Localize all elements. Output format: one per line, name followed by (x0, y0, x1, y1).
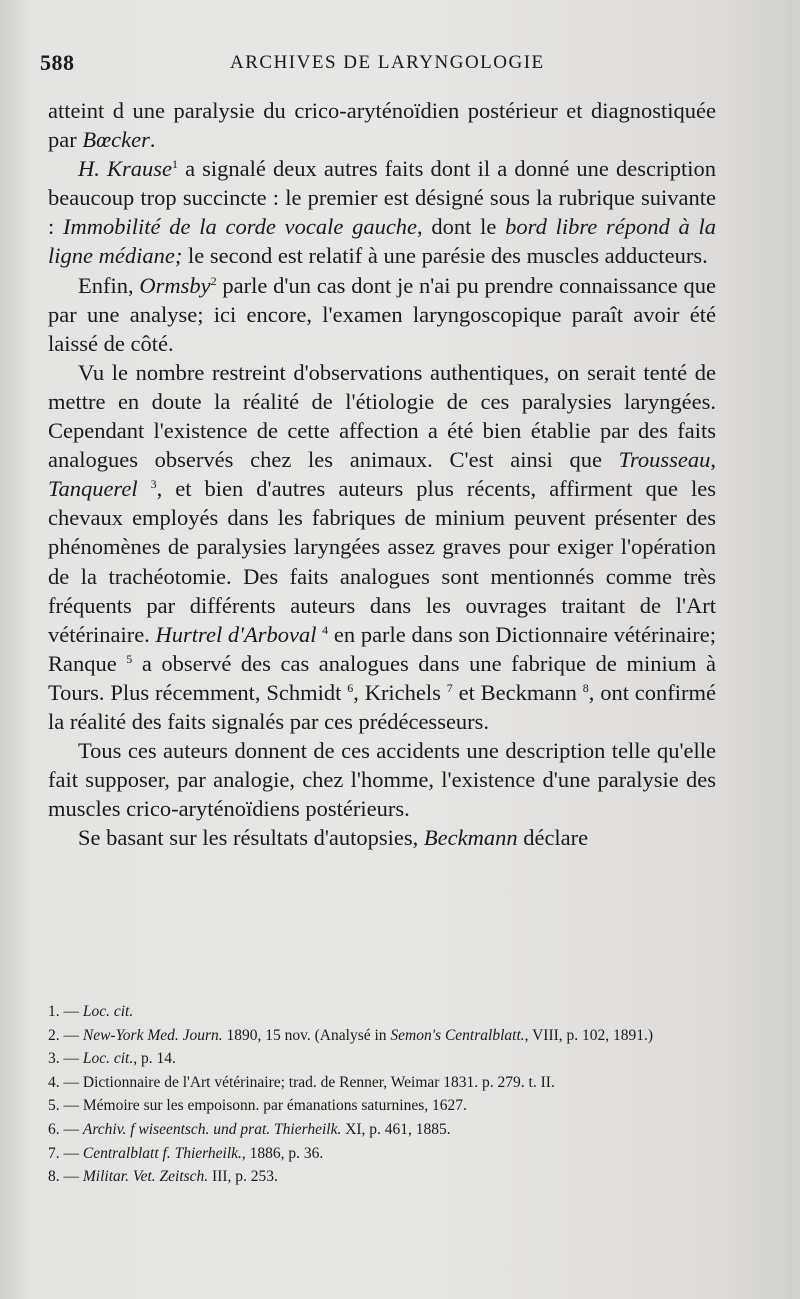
italic-text: Immobilité de la corde vocale gauche (63, 214, 418, 240)
text-run: en parle dans son Dictionnaire vétérinaire; Ranque (48, 621, 717, 676)
text-run: , VIII, p. 102, 1891.) (524, 1026, 654, 1044)
italic-text: New-York Med. Journ. (82, 1026, 223, 1044)
footnote (48, 1094, 716, 1118)
text-run: Vu le nombre restreint d'observations authentiques, on serait tenté de mettre en doute la réalité de l'étiologie de ces paralysies laryngées. Cependant l'existence de cette affection a été bien établie par des faits analogues observés chez les animaux. C'est ainsi que (48, 359, 716, 473)
text-run: déclare (517, 825, 589, 851)
paragraph (48, 271, 716, 358)
italic-text: Tanquerel (48, 476, 138, 502)
text-run: parle d'un cas dont je n'ai pu prendre connaissance que par une analyse; ici encore, l'examen laryngoscopique paraît avoir été laissé de côté. (48, 272, 716, 356)
text-run: 3. — (48, 1050, 83, 1068)
paragraph (48, 823, 716, 852)
italic-text: Centralblatt f. Thierheilk. (82, 1144, 242, 1162)
footnote (48, 1047, 716, 1071)
paragraph (48, 96, 716, 154)
text-run: 7. — (48, 1144, 83, 1162)
text-run: 2. — (48, 1026, 83, 1044)
text-run: 1890, 15 nov. (Analysé in (222, 1026, 391, 1044)
footnote-ref: 6 (347, 680, 354, 695)
text-run: XI, p. 461, 1885. (341, 1120, 451, 1138)
italic-text: Semon's Centralblatt. (390, 1026, 525, 1044)
text-run: , et bien d'autres auteurs plus récents, affirment que les chevaux employés dans les fabriques de minium peuvent présenter des phénomènes de paralysies laryngées assez graves pour exiger l'opération de la trachéotomie. Des faits analogues sont mentionnés comme très fréquents par différents auteurs dans les ouvrages traitant de l'Art vétérinaire. (48, 476, 717, 647)
text-run: . (149, 127, 156, 153)
text-run: Enfin, (78, 272, 140, 298)
footnote (48, 1024, 716, 1048)
text-run: a observé des cas analogues dans une fabrique de minium à Tours. Plus récemment, Schmidt (48, 650, 716, 705)
footnote (48, 1118, 716, 1142)
footnote-ref: 8 (582, 680, 589, 695)
paragraph (48, 154, 716, 270)
italic-text: H. Krause (78, 156, 172, 182)
footnote-ref: 1 (171, 157, 178, 172)
italic-text: Trousseau (618, 447, 711, 473)
italic-text: Archiv. f wiseentsch. und prat. Thierheilk. (82, 1120, 342, 1138)
italic-text: Beckmann (423, 825, 518, 851)
text-run: , Krichels (353, 679, 447, 705)
footnote (48, 1165, 716, 1189)
text-run: atteint d une paralysie du crico-aryténoïdien postérieur et diagnostiquée par (48, 98, 716, 153)
paragraph (48, 736, 716, 823)
text-run (138, 476, 151, 501)
page-number: 588 (40, 50, 75, 75)
text-run: a signalé deux autres faits dont il a donné une description beaucoup trop succincte : le premier est désigné sous la rubrique suivante : (48, 156, 716, 240)
italic-text: Bœcker (82, 127, 150, 153)
text-run: , 1886, p. 36. (241, 1144, 324, 1162)
running-title: ARCHIVES DE LARYNGOLOGIE (230, 52, 545, 73)
text-run: Se basant sur les résultats d'autopsies, (78, 825, 424, 851)
text-run: , p. 14. (133, 1050, 176, 1068)
text-run: , dont le (417, 214, 506, 240)
italic-text: Loc. cit. (82, 1003, 134, 1020)
footnote-ref: 7 (446, 680, 453, 695)
footnote (48, 1142, 716, 1166)
italic-text: bord libre répond à la ligne médiane; (48, 214, 716, 269)
footnote-ref: 3 (150, 477, 157, 492)
body-text (48, 96, 716, 852)
text-run: 5. — Mémoire sur les empoisonn. par émanations saturnines, 1627. (48, 1097, 467, 1115)
italic-text: Militar. Vet. Zeitsch. (82, 1168, 209, 1186)
text-run: 4. — Dictionnaire de l'Art vétérinaire; trad. de Renner, Weimar 1831. p. 279. t. II. (48, 1073, 555, 1091)
paragraph (48, 358, 716, 736)
text-run: 1. — (48, 1003, 83, 1020)
footnote-ref: 4 (322, 622, 329, 637)
italic-text: Hurtrel d'Arboval (155, 621, 317, 647)
page-header (40, 50, 740, 80)
footnote-ref: 5 (126, 651, 133, 666)
italic-text: Ormsby (139, 272, 211, 298)
italic-text: Loc. cit. (82, 1050, 134, 1068)
text-run: , (710, 447, 716, 473)
text-run: le second est relatif à une parésie des muscles adducteurs. (182, 243, 708, 269)
text-run: , ont confirmé la réalité des faits signalés par ces prédécesseurs. (48, 679, 716, 734)
footnotes (48, 1000, 716, 1189)
text-run: 6. — (48, 1120, 83, 1138)
footnote-ref: 2 (210, 273, 217, 288)
text-run: Tous ces auteurs donnent de ces accidents une description telle qu'elle fait supposer, par analogie, chez l'homme, l'existence d'une paralysie des muscles crico-aryténoïdiens postérieurs. (48, 738, 716, 822)
text-run: III, p. 253. (208, 1168, 278, 1186)
text-run: 8. — (48, 1168, 83, 1186)
footnote (48, 1071, 716, 1095)
text-run: et Beckmann (452, 679, 583, 705)
footnote (48, 1000, 716, 1024)
